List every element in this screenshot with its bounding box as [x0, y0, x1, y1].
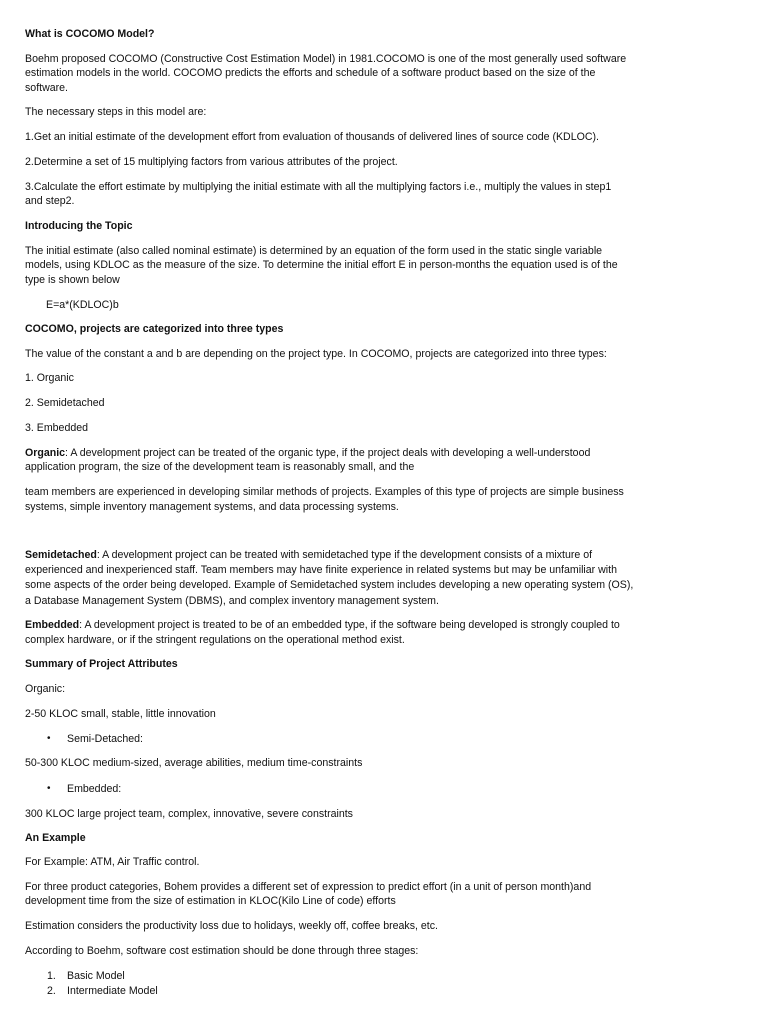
summary-semi: Semi-Detached:: [67, 733, 143, 745]
heading-summary: Summary of Project Attributes: [25, 658, 178, 670]
embedded-line-2: complex hardware, or if the stringent regulations on the operational method exist.: [25, 634, 405, 646]
heading-example: An Example: [25, 832, 86, 844]
heading-introducing-topic: Introducing the Topic: [25, 220, 133, 232]
bullet-icon: •: [47, 733, 51, 744]
stage-label: Basic Model: [67, 970, 125, 982]
semidetached-line-4: a Database Management System (DBMS), and complex inventory management system.: [25, 595, 439, 607]
estimation-text: Estimation considers the productivity loss due to holidays, weekly off, coffee breaks, etc.: [25, 920, 438, 932]
semidetached-label: Semidetached: [25, 549, 97, 561]
stage-number: 2.: [47, 985, 56, 997]
embedded-text: : A development project is treated to be of an embedded type, if the software being developed is strongly coupled to: [79, 619, 620, 631]
stage-label: Intermediate Model: [67, 985, 158, 997]
boehm-line-2: development time from the size of estimation in KLOC(Kilo Line of code) efforts: [25, 895, 396, 907]
summary-organic: Organic:: [25, 683, 66, 695]
step-3-line-1: 3.Calculate the effort estimate by multiplying the initial estimate with all the multiplying factors i.e., multiply the values in step1: [25, 181, 612, 193]
embedded-line-1: [25, 618, 620, 632]
organic-label: Organic: [25, 447, 66, 459]
summary-organic-desc: 2-50 KLOC small, stable, little innovation: [25, 708, 216, 720]
heading-project-types: COCOMO, projects are categorized into three types: [25, 323, 284, 335]
semidetached-line-3: some aspects of the order being developed. Example of Semidetached system includes developing a new operating system (OS),: [25, 579, 634, 591]
effort-equation: E=a*(KDLOC)b: [46, 299, 119, 311]
semidetached-line-1: [25, 548, 592, 562]
organic-cont-line-2: systems, simple inventory management systems, and data processing systems.: [25, 501, 399, 513]
semidetached-text: : A development project can be treated with semidetached type if the development consists of a mixture of: [96, 549, 593, 561]
summary-embedded-desc: 300 KLOC large project team, complex, innovative, severe constraints: [25, 808, 353, 820]
organic-text: : A development project can be treated of the organic type, if the project deals with developing a well-understood: [65, 447, 591, 459]
bullet-icon: •: [47, 783, 51, 794]
summary-semi-desc: 50-300 KLOC medium-sized, average abilities, medium time-constraints: [25, 757, 363, 769]
intro-line-2: estimation models in the world. COCOMO predicts the efforts and schedule of a software product based on the size of the: [25, 67, 596, 79]
intro-line-3: software.: [25, 82, 68, 94]
step-3-line-2: and step2.: [25, 195, 75, 207]
step-2: 2.Determine a set of 15 multiplying factors from various attributes of the project.: [25, 156, 398, 168]
steps-intro: The necessary steps in this model are:: [25, 106, 207, 118]
topic-line-3: type is shown below: [25, 274, 120, 286]
heading-what-is-cocomo: What is COCOMO Model?: [25, 28, 155, 40]
stage-number: 1.: [47, 970, 56, 982]
type-embedded: 3. Embedded: [25, 422, 89, 434]
example-text: For Example: ATM, Air Traffic control.: [25, 856, 200, 868]
organic-cont-line-1: team members are experienced in developing similar methods of projects. Examples of this type of projects are simple business: [25, 486, 624, 498]
types-intro: The value of the constant a and b are depending on the project type. In COCOMO, projects are categorized into three types:: [25, 348, 607, 360]
summary-embedded: Embedded:: [67, 783, 122, 795]
organic-line-2: application program, the size of the development team is reasonably small, and the: [25, 461, 415, 473]
boehm-line-1: For three product categories, Bohem provides a different set of expression to predict effort (in a unit of person month)and: [25, 881, 592, 893]
type-semidetached: 2. Semidetached: [25, 397, 105, 409]
embedded-label: Embedded: [25, 619, 80, 631]
stages-intro: According to Boehm, software cost estimation should be done through three stages:: [25, 945, 419, 957]
step-1: 1.Get an initial estimate of the development effort from evaluation of thousands of delivered lines of source code (KDLOC).: [25, 131, 599, 143]
topic-line-2: models, using KDLOC as the measure of the size. To determine the initial effort E in person-months the equation used is of the: [25, 259, 618, 271]
semidetached-line-2: experienced and inexperienced staff. Team members may have finite experience in related systems but may be unfamiliar with: [25, 564, 617, 576]
organic-line-1: [25, 446, 590, 460]
intro-line-1: Boehm proposed COCOMO (Constructive Cost Estimation Model) in 1981.COCOMO is one of the most generally used software: [25, 53, 627, 65]
topic-line-1: The initial estimate (also called nominal estimate) is determined by an equation of the form used in the static single variable: [25, 245, 603, 257]
type-organic: 1. Organic: [25, 372, 74, 384]
